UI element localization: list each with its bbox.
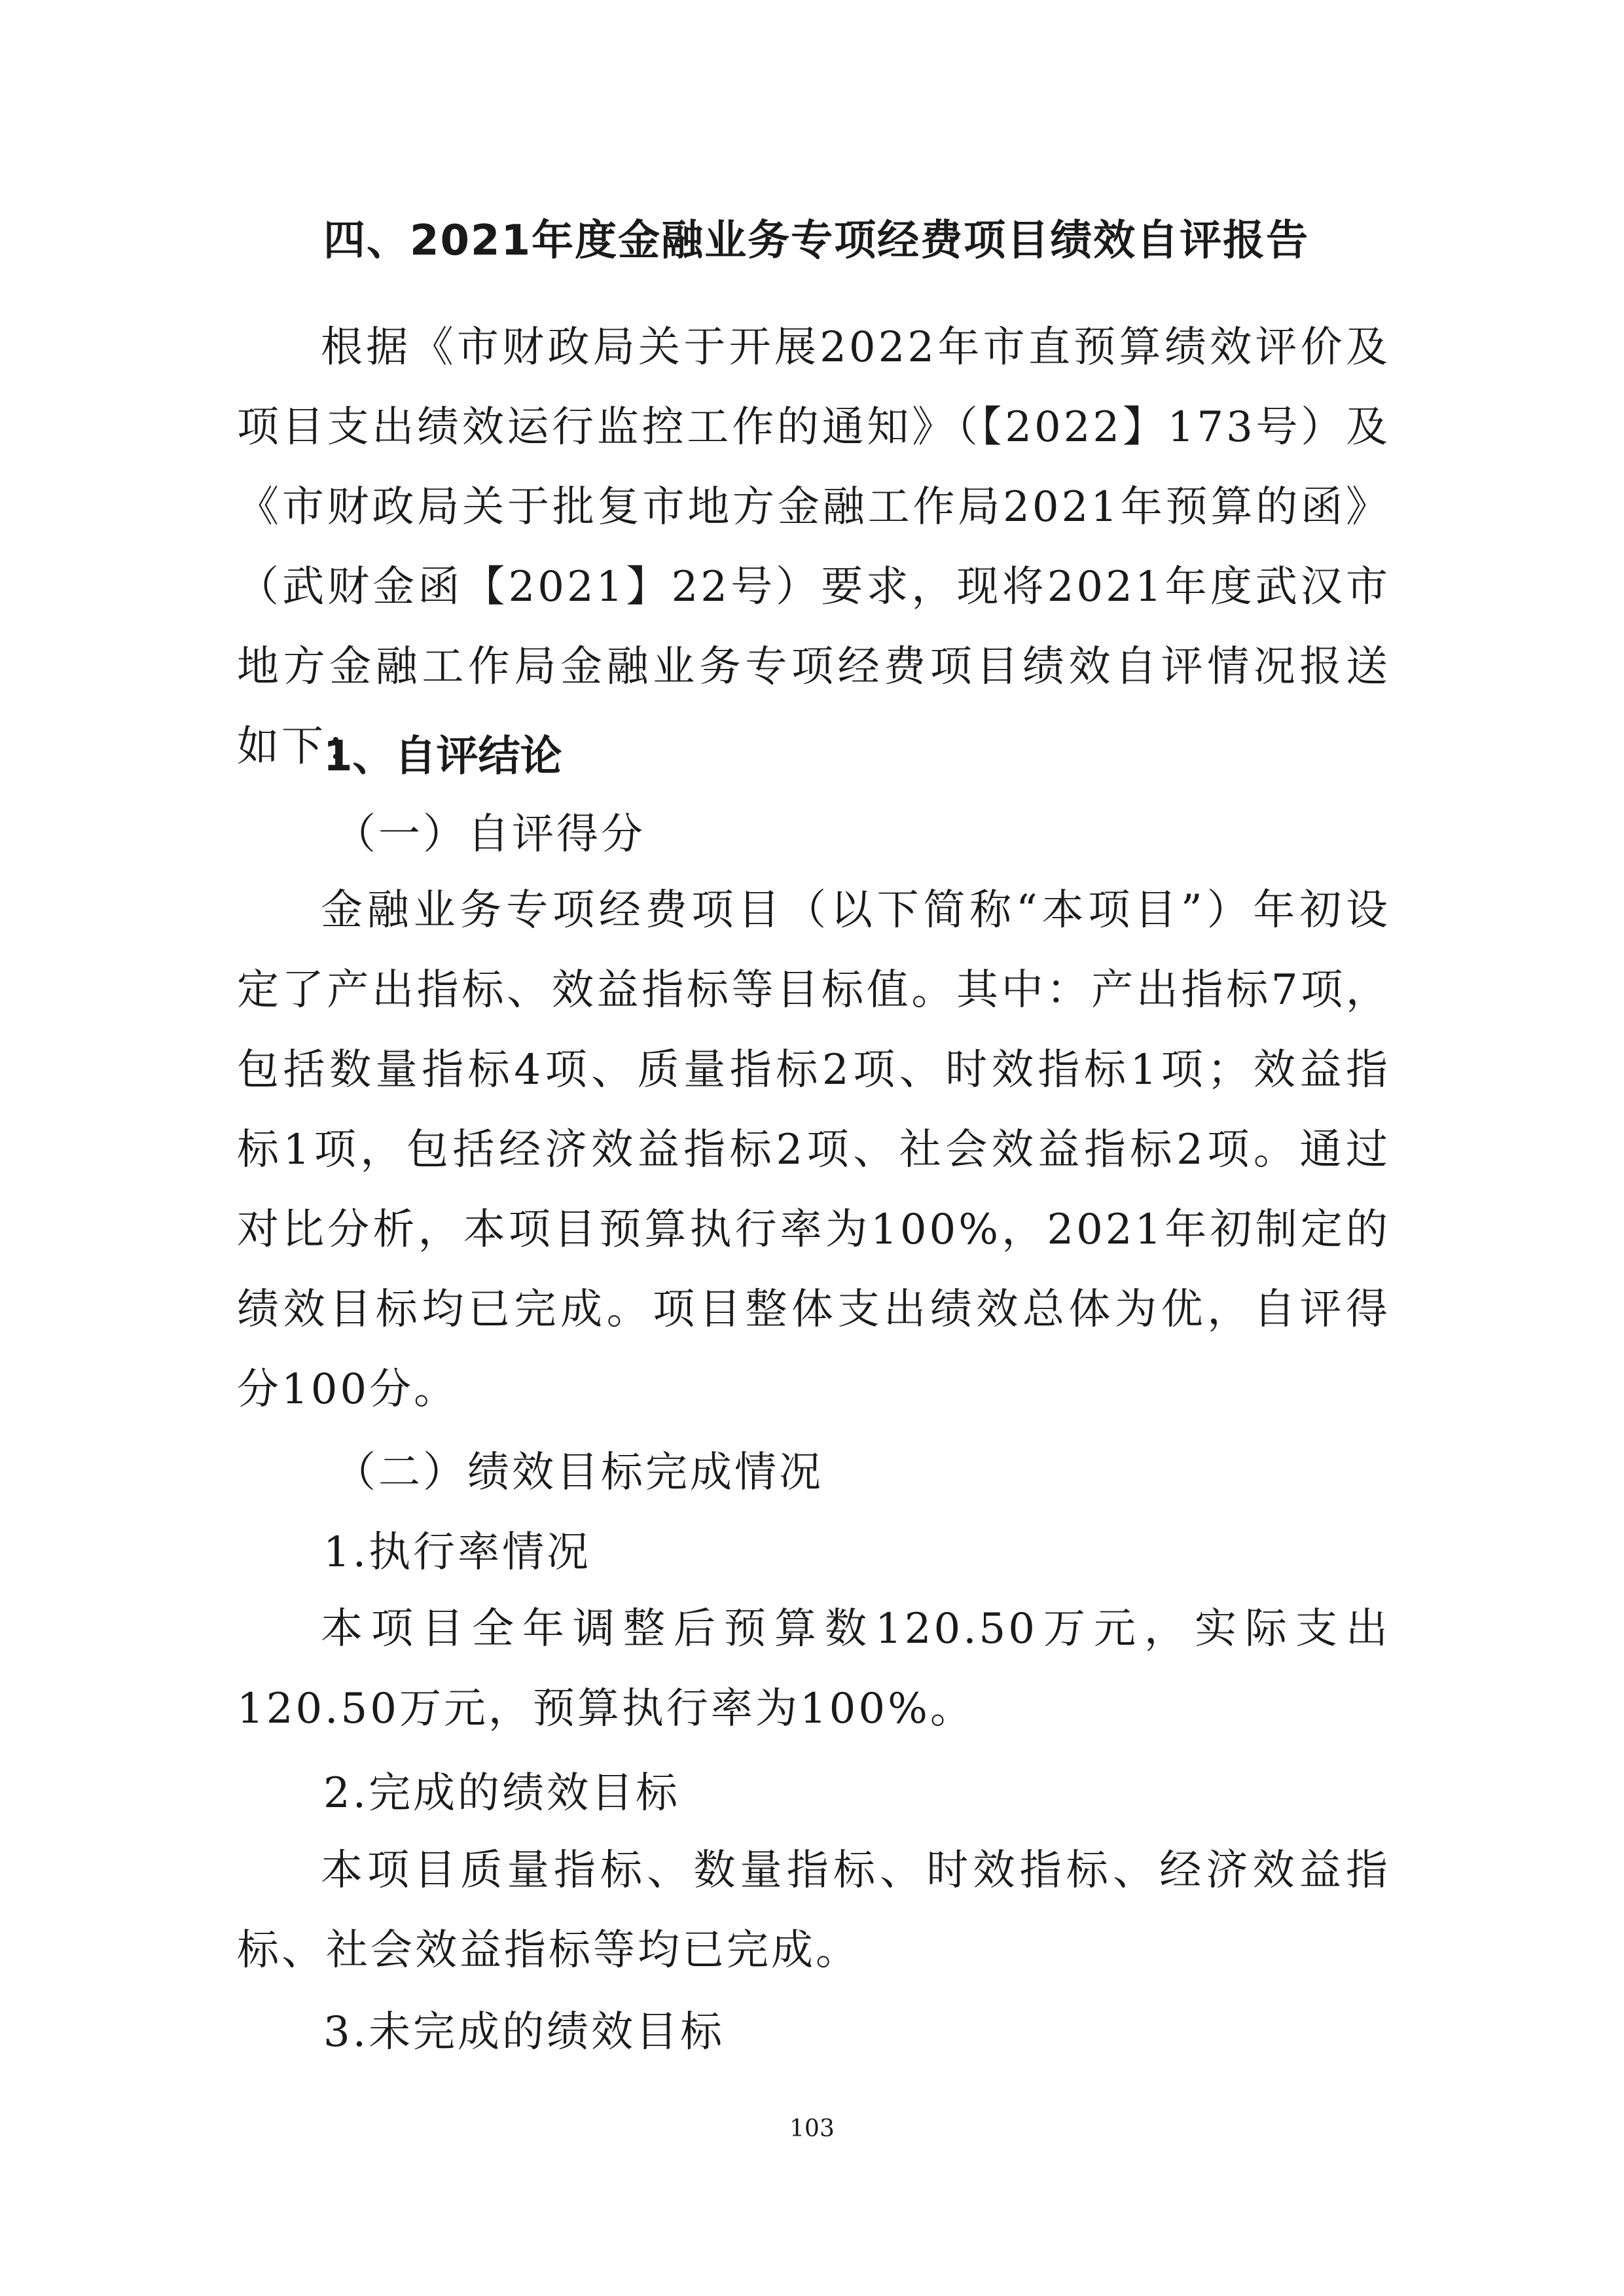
score-paragraph: 金融业务专项经费项目（以下简称“本项目”）年初设定了产出指标、效益指标等目标值。其中：产出指标7项，包括数量指标4项、质量指标2项、时效指标1项；效益指标1项，包括经济效益指标2项、社会效益指标2项。通过对比分析，本项目预算执行率为100%，2021年初制定的绩效目标均已完成。项目整体支出绩效总体为优，自评得分100分。 xyxy=(237,886,1390,1414)
subsection-heading-score: （一）自评得分 xyxy=(334,810,645,859)
page-number: 103 xyxy=(789,2115,835,2142)
section-heading-self-evaluation: 1、自评结论 xyxy=(323,732,562,781)
execution-rate-paragraph: 本项目全年调整后预算数120.50万元，实际支出120.50万元，预算执行率为100%。 xyxy=(237,1605,1390,1733)
completed-goals-paragraph: 本项目质量指标、数量指标、时效指标、经济效益指标、社会效益指标等均已完成。 xyxy=(237,1846,1390,1975)
item-heading-execution-rate: 1.执行率情况 xyxy=(323,1528,592,1577)
document-title: 四、2021年度金融业务专项经费项目绩效自评报告 xyxy=(323,217,1310,265)
item-heading-completed-goals: 2.完成的绩效目标 xyxy=(323,1769,681,1818)
item-heading-uncompleted-goals: 3.未完成的绩效目标 xyxy=(323,2008,725,2056)
subsection-heading-goal-completion: （二）绩效目标完成情况 xyxy=(334,1448,823,1497)
intro-paragraph: 根据《市财政局关于开展2022年市直预算绩效评价及项目支出绩效运行监控工作的通知》（【2022】173号）及《市财政局关于批复市地方金融工作局2021年预算的函》（武财金函【2021】22号）要求，现将2021年度武汉市地方金融工作局金融业务专项经费项目绩效自评情况报送如下： xyxy=(237,323,1390,771)
